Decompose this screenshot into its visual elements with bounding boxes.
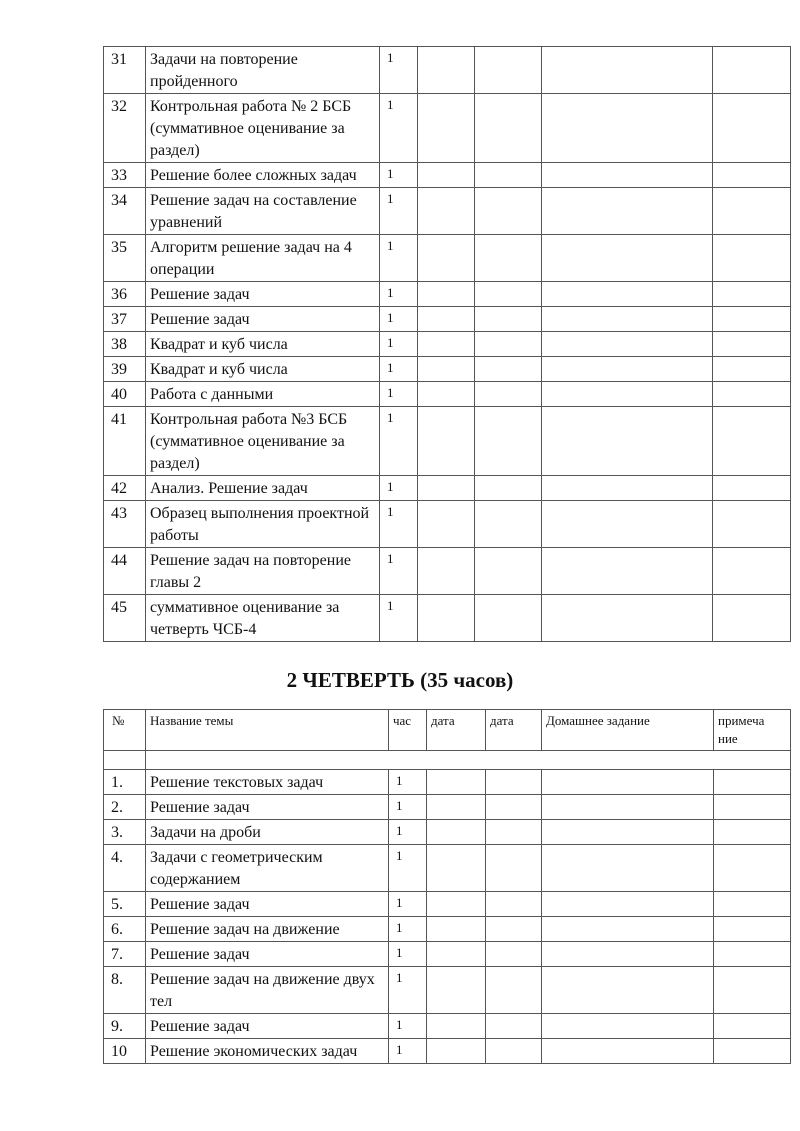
lesson-topic: Работа с данными	[146, 382, 380, 407]
header-date-1: дата	[427, 710, 486, 751]
homework-cell	[542, 845, 714, 892]
lesson-topic: Образец выполнения проектной работы	[146, 501, 380, 548]
lesson-number: 36	[104, 282, 146, 307]
lesson-number: 9.	[104, 1014, 146, 1039]
lesson-plan-table-q2	[103, 709, 791, 1064]
date-cell	[418, 595, 475, 642]
date-cell	[418, 501, 475, 548]
lesson-number: 32	[104, 94, 146, 163]
lesson-topic: Решение задач	[146, 1014, 389, 1039]
lesson-number: 45	[104, 595, 146, 642]
lesson-hours: 1	[389, 892, 427, 917]
date-cell	[427, 845, 486, 892]
notes-cell	[714, 967, 791, 1014]
notes-cell	[713, 501, 791, 548]
date-cell	[418, 282, 475, 307]
header-date-2: дата	[486, 710, 542, 751]
homework-cell	[542, 501, 713, 548]
table-row	[104, 892, 791, 917]
homework-cell	[542, 188, 713, 235]
date-cell	[486, 795, 542, 820]
notes-cell	[713, 307, 791, 332]
lesson-number: 41	[104, 407, 146, 476]
lesson-topic: Решение задач на движение двух тел	[146, 967, 389, 1014]
lesson-number: 37	[104, 307, 146, 332]
lesson-number: 35	[104, 235, 146, 282]
lesson-topic: Квадрат и куб числа	[146, 357, 380, 382]
date-cell	[486, 917, 542, 942]
lesson-hours: 1	[389, 845, 427, 892]
notes-cell	[713, 357, 791, 382]
notes-cell	[714, 770, 791, 795]
lesson-hours: 1	[380, 407, 418, 476]
date-cell	[486, 1014, 542, 1039]
lesson-number: 42	[104, 476, 146, 501]
lesson-topic: Решение задач на движение	[146, 917, 389, 942]
lesson-number: 34	[104, 188, 146, 235]
date-cell	[475, 407, 542, 476]
notes-cell	[713, 332, 791, 357]
notes-cell	[713, 282, 791, 307]
lesson-hours: 1	[380, 163, 418, 188]
lesson-hours: 1	[389, 942, 427, 967]
lesson-number: 8.	[104, 967, 146, 1014]
table-row	[104, 382, 791, 407]
lesson-number: 39	[104, 357, 146, 382]
homework-cell	[542, 967, 714, 1014]
lesson-topic: Задачи на повторение пройденного	[146, 47, 380, 94]
header-hours: час	[389, 710, 427, 751]
lesson-topic: Квадрат и куб числа	[146, 332, 380, 357]
header-homework: Домашнее задание	[542, 710, 714, 751]
date-cell	[418, 188, 475, 235]
lesson-hours: 1	[380, 595, 418, 642]
date-cell	[427, 917, 486, 942]
lesson-topic: Решение экономических задач	[146, 1039, 389, 1064]
lesson-hours: 1	[389, 820, 427, 845]
table-row	[104, 942, 791, 967]
lesson-topic: Решение задач	[146, 892, 389, 917]
lesson-hours: 1	[380, 235, 418, 282]
date-cell	[427, 795, 486, 820]
table-row	[104, 94, 791, 163]
notes-cell	[714, 795, 791, 820]
date-cell	[427, 770, 486, 795]
date-cell	[475, 47, 542, 94]
lesson-hours: 1	[380, 476, 418, 501]
lesson-number: 4.	[104, 845, 146, 892]
date-cell	[475, 332, 542, 357]
notes-cell	[714, 1014, 791, 1039]
date-cell	[418, 235, 475, 282]
lesson-topic: Решение задач на составление уравнений	[146, 188, 380, 235]
date-cell	[475, 188, 542, 235]
table-row	[104, 548, 791, 595]
table-row	[104, 820, 791, 845]
date-cell	[418, 307, 475, 332]
homework-cell	[542, 332, 713, 357]
date-cell	[427, 942, 486, 967]
notes-cell	[714, 942, 791, 967]
table-row	[104, 795, 791, 820]
lesson-topic: Решение текстовых задач	[146, 770, 389, 795]
homework-cell	[542, 795, 714, 820]
homework-cell	[542, 235, 713, 282]
notes-cell	[713, 163, 791, 188]
lesson-hours: 1	[389, 1039, 427, 1064]
date-cell	[418, 357, 475, 382]
lesson-topic: Решение задач	[146, 307, 380, 332]
lesson-hours: 1	[380, 94, 418, 163]
lesson-hours: 1	[389, 917, 427, 942]
table-row	[104, 845, 791, 892]
notes-cell	[713, 595, 791, 642]
homework-cell	[542, 770, 714, 795]
lesson-hours: 1	[380, 332, 418, 357]
empty-cell	[104, 751, 146, 770]
lesson-topic: Алгоритм решение задач на 4 операции	[146, 235, 380, 282]
lesson-hours: 1	[389, 967, 427, 1014]
notes-cell	[713, 476, 791, 501]
lesson-hours: 1	[380, 47, 418, 94]
date-cell	[475, 163, 542, 188]
lesson-topic: Задачи на дроби	[146, 820, 389, 845]
lesson-hours: 1	[380, 188, 418, 235]
table-row	[104, 1039, 791, 1064]
header-num: №	[104, 710, 146, 751]
notes-cell	[713, 188, 791, 235]
homework-cell	[542, 163, 713, 188]
table-row	[104, 163, 791, 188]
date-cell	[486, 820, 542, 845]
homework-cell	[542, 892, 714, 917]
lesson-topic: Задачи с геометрическим содержанием	[146, 845, 389, 892]
date-cell	[475, 357, 542, 382]
notes-cell	[713, 94, 791, 163]
date-cell	[486, 1039, 542, 1064]
lesson-number: 2.	[104, 795, 146, 820]
notes-cell	[714, 917, 791, 942]
table-row	[104, 357, 791, 382]
date-cell	[427, 1039, 486, 1064]
homework-cell	[542, 407, 713, 476]
table-row	[104, 476, 791, 501]
lesson-number: 3.	[104, 820, 146, 845]
date-cell	[486, 770, 542, 795]
date-cell	[418, 94, 475, 163]
date-cell	[486, 845, 542, 892]
lesson-number: 6.	[104, 917, 146, 942]
date-cell	[475, 307, 542, 332]
homework-cell	[542, 1014, 714, 1039]
lesson-topic: суммативное оценивание за четверть ЧСБ-4	[146, 595, 380, 642]
table-row	[104, 917, 791, 942]
date-cell	[475, 476, 542, 501]
lesson-hours: 1	[389, 795, 427, 820]
lesson-topic: Решение задач	[146, 282, 380, 307]
notes-cell	[713, 235, 791, 282]
lesson-number: 7.	[104, 942, 146, 967]
table-header-row	[104, 710, 791, 751]
lesson-number: 31	[104, 47, 146, 94]
date-cell	[418, 548, 475, 595]
notes-cell	[714, 820, 791, 845]
homework-cell	[542, 917, 714, 942]
table-row	[104, 235, 791, 282]
table-row	[104, 1014, 791, 1039]
lesson-hours: 1	[380, 548, 418, 595]
notes-cell	[713, 382, 791, 407]
date-cell	[475, 94, 542, 163]
date-cell	[427, 1014, 486, 1039]
homework-cell	[542, 94, 713, 163]
table-spacer-row	[104, 751, 791, 770]
homework-cell	[542, 307, 713, 332]
table-row	[104, 501, 791, 548]
date-cell	[418, 382, 475, 407]
date-cell	[475, 548, 542, 595]
lesson-topic: Контрольная работа № 2 БСБ (суммативное оценивание за раздел)	[146, 94, 380, 163]
homework-cell	[542, 548, 713, 595]
homework-cell	[542, 47, 713, 94]
date-cell	[486, 942, 542, 967]
date-cell	[475, 595, 542, 642]
lesson-number: 33	[104, 163, 146, 188]
table-row	[104, 307, 791, 332]
date-cell	[418, 47, 475, 94]
header-notes: примеча ние	[714, 710, 791, 751]
notes-cell	[713, 407, 791, 476]
homework-cell	[542, 595, 713, 642]
notes-cell	[714, 1039, 791, 1064]
lesson-hours: 1	[380, 282, 418, 307]
table-row	[104, 407, 791, 476]
empty-cell	[146, 751, 791, 770]
date-cell	[427, 892, 486, 917]
notes-cell	[714, 892, 791, 917]
lesson-number: 5.	[104, 892, 146, 917]
date-cell	[427, 967, 486, 1014]
lesson-number: 10	[104, 1039, 146, 1064]
date-cell	[418, 407, 475, 476]
homework-cell	[542, 382, 713, 407]
lesson-topic: Анализ. Решение задач	[146, 476, 380, 501]
notes-cell	[713, 548, 791, 595]
homework-cell	[542, 1039, 714, 1064]
date-cell	[475, 382, 542, 407]
lesson-topic: Решение задач	[146, 942, 389, 967]
lesson-number: 40	[104, 382, 146, 407]
lesson-topic: Контрольная работа №3 БСБ (суммативное оценивание за раздел)	[146, 407, 380, 476]
homework-cell	[542, 942, 714, 967]
notes-cell	[714, 845, 791, 892]
date-cell	[427, 820, 486, 845]
header-topic: Название темы	[146, 710, 389, 751]
table-row	[104, 770, 791, 795]
homework-cell	[542, 357, 713, 382]
lesson-topic: Решение задач	[146, 795, 389, 820]
date-cell	[418, 163, 475, 188]
table-row	[104, 332, 791, 357]
notes-cell	[713, 47, 791, 94]
date-cell	[475, 501, 542, 548]
lesson-hours: 1	[380, 307, 418, 332]
lesson-number: 43	[104, 501, 146, 548]
lesson-hours: 1	[389, 770, 427, 795]
date-cell	[475, 282, 542, 307]
table-row	[104, 282, 791, 307]
table-row	[104, 967, 791, 1014]
date-cell	[475, 235, 542, 282]
lesson-hours: 1	[380, 357, 418, 382]
section-heading-quarter-2: 2 ЧЕТВЕРТЬ (35 часов)	[286, 668, 514, 692]
lesson-number: 44	[104, 548, 146, 595]
date-cell	[418, 332, 475, 357]
date-cell	[486, 892, 542, 917]
homework-cell	[542, 282, 713, 307]
lesson-hours: 1	[380, 501, 418, 548]
date-cell	[418, 476, 475, 501]
lesson-topic: Решение более сложных задач	[146, 163, 380, 188]
lesson-number: 38	[104, 332, 146, 357]
lesson-topic: Решение задач на повторение главы 2	[146, 548, 380, 595]
date-cell	[486, 967, 542, 1014]
table-row	[104, 595, 791, 642]
lesson-number: 1.	[104, 770, 146, 795]
lesson-hours: 1	[380, 382, 418, 407]
lesson-plan-table-q1	[103, 46, 791, 642]
lesson-hours: 1	[389, 1014, 427, 1039]
table-row	[104, 188, 791, 235]
homework-cell	[542, 476, 713, 501]
homework-cell	[542, 820, 714, 845]
table-row	[104, 47, 791, 94]
